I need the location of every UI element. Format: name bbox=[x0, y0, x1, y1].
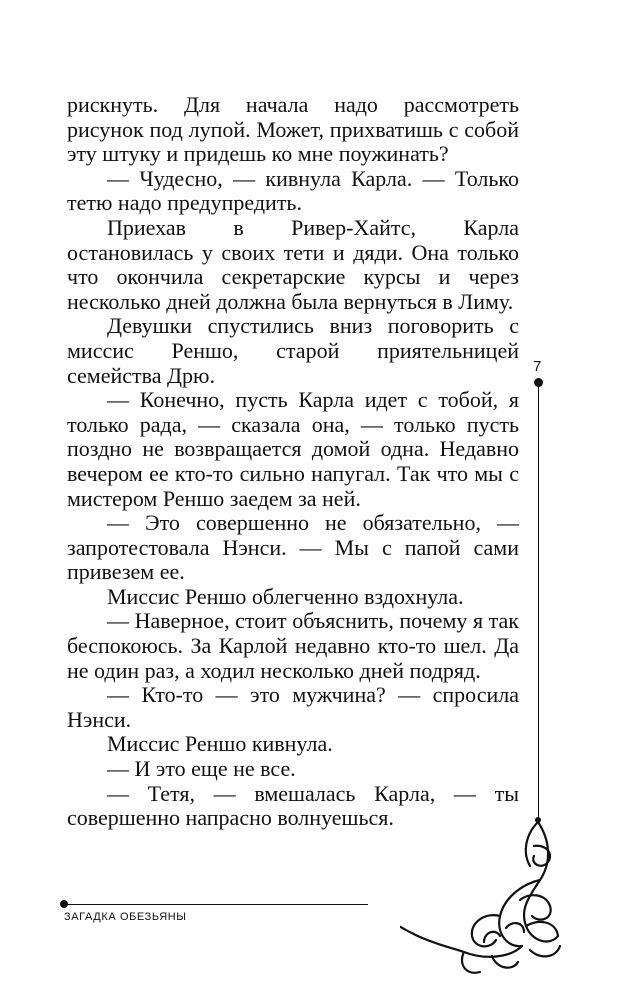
running-footer-title: ЗАГАДКА ОБЕЗЬЯНЫ bbox=[64, 911, 187, 923]
paragraph: — Кто-то — это мужчина? — спросила Нэнси. bbox=[67, 682, 519, 732]
paragraph: — Чудесно, — кивнула Карла. — Только тетю надо предупредить. bbox=[67, 165, 519, 216]
paragraph: — Конечно, пусть Карла идет с тобой, я только рада, — сказала она, — только пусть поздно не возвращается домой одна. Недавно вечером ее кто-то сильно напугал. Так что мы с мистером Реншо заедем за ней. bbox=[67, 387, 519, 511]
vertical-rule bbox=[538, 382, 539, 822]
paragraph: Приехав в Ривер-Хайтс, Карла остановилась у своих тети и дяди. Она только что окончила секретарские курсы и через несколько дней должна была вернуться в Лиму. bbox=[67, 214, 519, 314]
page-number: 7 bbox=[533, 358, 542, 375]
paragraph: — Наверное, стоит объяснить, почему я так беспокоюсь. За Карлой недавно кто-то шел. Да не один раз, а ходил несколько дней подряд. bbox=[67, 608, 519, 683]
paragraph: — Это совершенно не обязательно, — запротестовала Нэнси. — Мы с папой сами привезем ее. bbox=[67, 510, 519, 585]
paragraph: Девушки спустились вниз поговорить с миссис Реншо, старой приятельницей семейства Дрю. bbox=[67, 313, 519, 388]
floral-ornament-icon bbox=[400, 800, 570, 980]
paragraph: рискнуть. Для начала надо рассмотреть рисунок под лупой. Может, прихватишь с собой эту штуку и придешь ко мне поужинать? bbox=[67, 92, 519, 167]
page-body-text bbox=[67, 93, 519, 831]
footer-rule bbox=[63, 904, 368, 905]
paragraph: — И это еще не все. bbox=[107, 756, 296, 782]
paragraph: Миссис Реншо кивнула. bbox=[107, 731, 333, 757]
paragraph: — Тетя, — вмешалась Карла, — ты совершенно напрасно волнуешься. bbox=[67, 780, 519, 831]
paragraph: Миссис Реншо облегченно вздохнула. bbox=[107, 583, 464, 609]
